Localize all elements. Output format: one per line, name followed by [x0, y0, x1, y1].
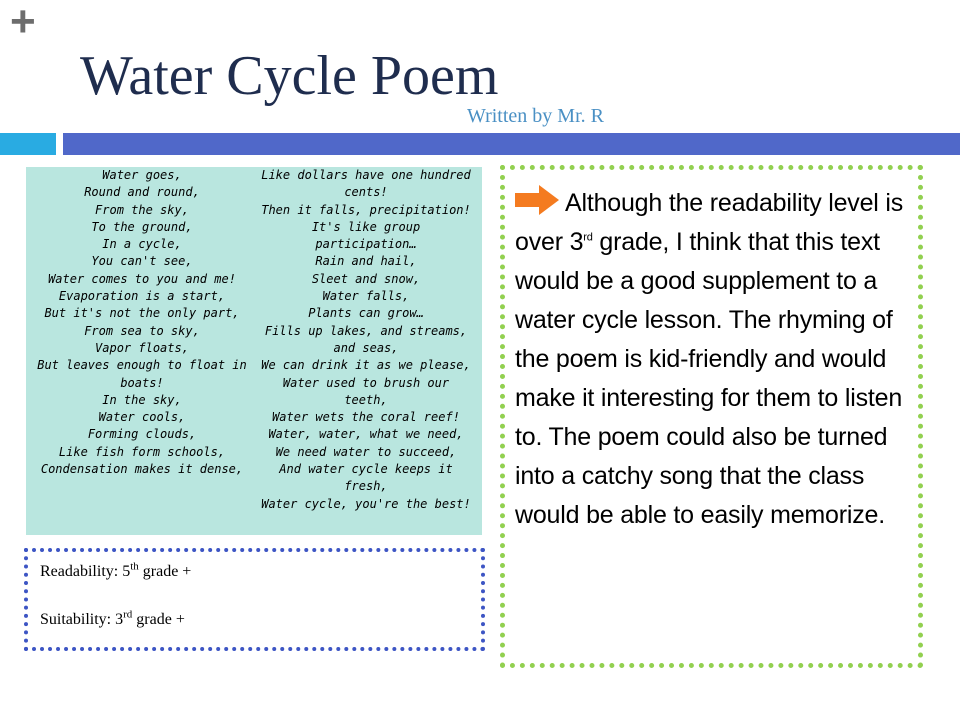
suitability-sup: rd — [123, 608, 133, 621]
poem-line: Water, water, what we need, — [268, 427, 464, 442]
commentary-part-1: Although the readability level is over 3 — [515, 189, 904, 256]
plus-mark: + — [10, 0, 36, 46]
poem-line: Water goes, — [102, 168, 182, 182]
poem-line: Condensation makes it dense, — [40, 462, 244, 477]
readability-suffix: grade + — [138, 563, 192, 580]
suitability-suffix: grade + — [132, 611, 185, 628]
poem-line: Fills up lakes, and streams, and seas, — [264, 323, 468, 355]
poem-line: It's like group participation… — [311, 219, 421, 252]
poem-line: Like dollars have one hundred cents! — [261, 168, 471, 200]
poem-line: Rain and hail, — [315, 254, 417, 269]
readability-line — [40, 562, 469, 582]
poem-line: In the sky, — [102, 392, 182, 407]
poem-line: And water cycle keeps it fresh, — [279, 462, 453, 494]
poem-line: Water falls, — [322, 289, 410, 304]
commentary-box — [500, 165, 923, 668]
poem-line: Evaporation is a start, — [58, 289, 226, 304]
poem-line: But it's not the only part, — [44, 306, 240, 321]
poem-line: Water used to brush our teeth, — [282, 375, 450, 407]
poem-line: Like fish form schools, — [58, 444, 226, 459]
poem-line: Water comes to you and me! — [48, 271, 236, 286]
commentary-part-2: grade, I think that this text would be a good supplement to a water cycle lesson. The rhyming of the poem is kid-friendly and would make it interesting for them to listen to. The poem could also be turned into a catchy song that the class would be able to easily memorize. — [515, 228, 903, 529]
poem-line: To the ground, — [91, 219, 193, 234]
poem-line: But leaves enough to float in boats! — [37, 358, 247, 390]
header-bar — [63, 133, 960, 155]
commentary-text — [515, 184, 908, 535]
right-arrow-icon — [515, 185, 559, 215]
poem-line: Sleet and snow, — [311, 271, 421, 286]
poem-line: We need water to succeed, — [275, 444, 457, 459]
poem-line: Forming clouds, — [87, 427, 197, 442]
header-bar-accent — [0, 133, 56, 155]
suitability-line — [40, 610, 469, 630]
poem-box — [26, 167, 482, 535]
poem-line: Water cycle, you're the best! — [261, 496, 471, 511]
poem-line: Then it falls, precipitation! — [261, 202, 471, 217]
poem-line: From the sky, — [95, 202, 189, 217]
poem-column-1 — [30, 167, 254, 535]
reading-level-box — [24, 548, 485, 651]
poem-line: Water cools, — [98, 410, 186, 425]
poem-line: You can't see, — [91, 254, 193, 269]
poem-column-2 — [254, 167, 478, 535]
suitability-label: Suitability: 3 — [40, 611, 124, 628]
readability-label: Readability: 5 — [40, 563, 131, 580]
author-subtitle: Written by Mr. R — [467, 105, 604, 127]
poem-line: Plants can grow… — [308, 306, 424, 321]
poem-line: We can drink it as we please, — [261, 358, 471, 373]
poem-line: Water wets the coral reef! — [272, 410, 460, 425]
readability-sup: th — [130, 560, 139, 573]
page-title: Water Cycle Poem — [80, 45, 499, 107]
commentary-sup: rd — [583, 231, 593, 244]
poem-line: Round and round, — [84, 185, 200, 200]
poem-line: In a cycle, — [102, 237, 182, 252]
poem-line: From sea to sky, — [84, 323, 200, 338]
poem-line: Vapor floats, — [95, 340, 189, 355]
